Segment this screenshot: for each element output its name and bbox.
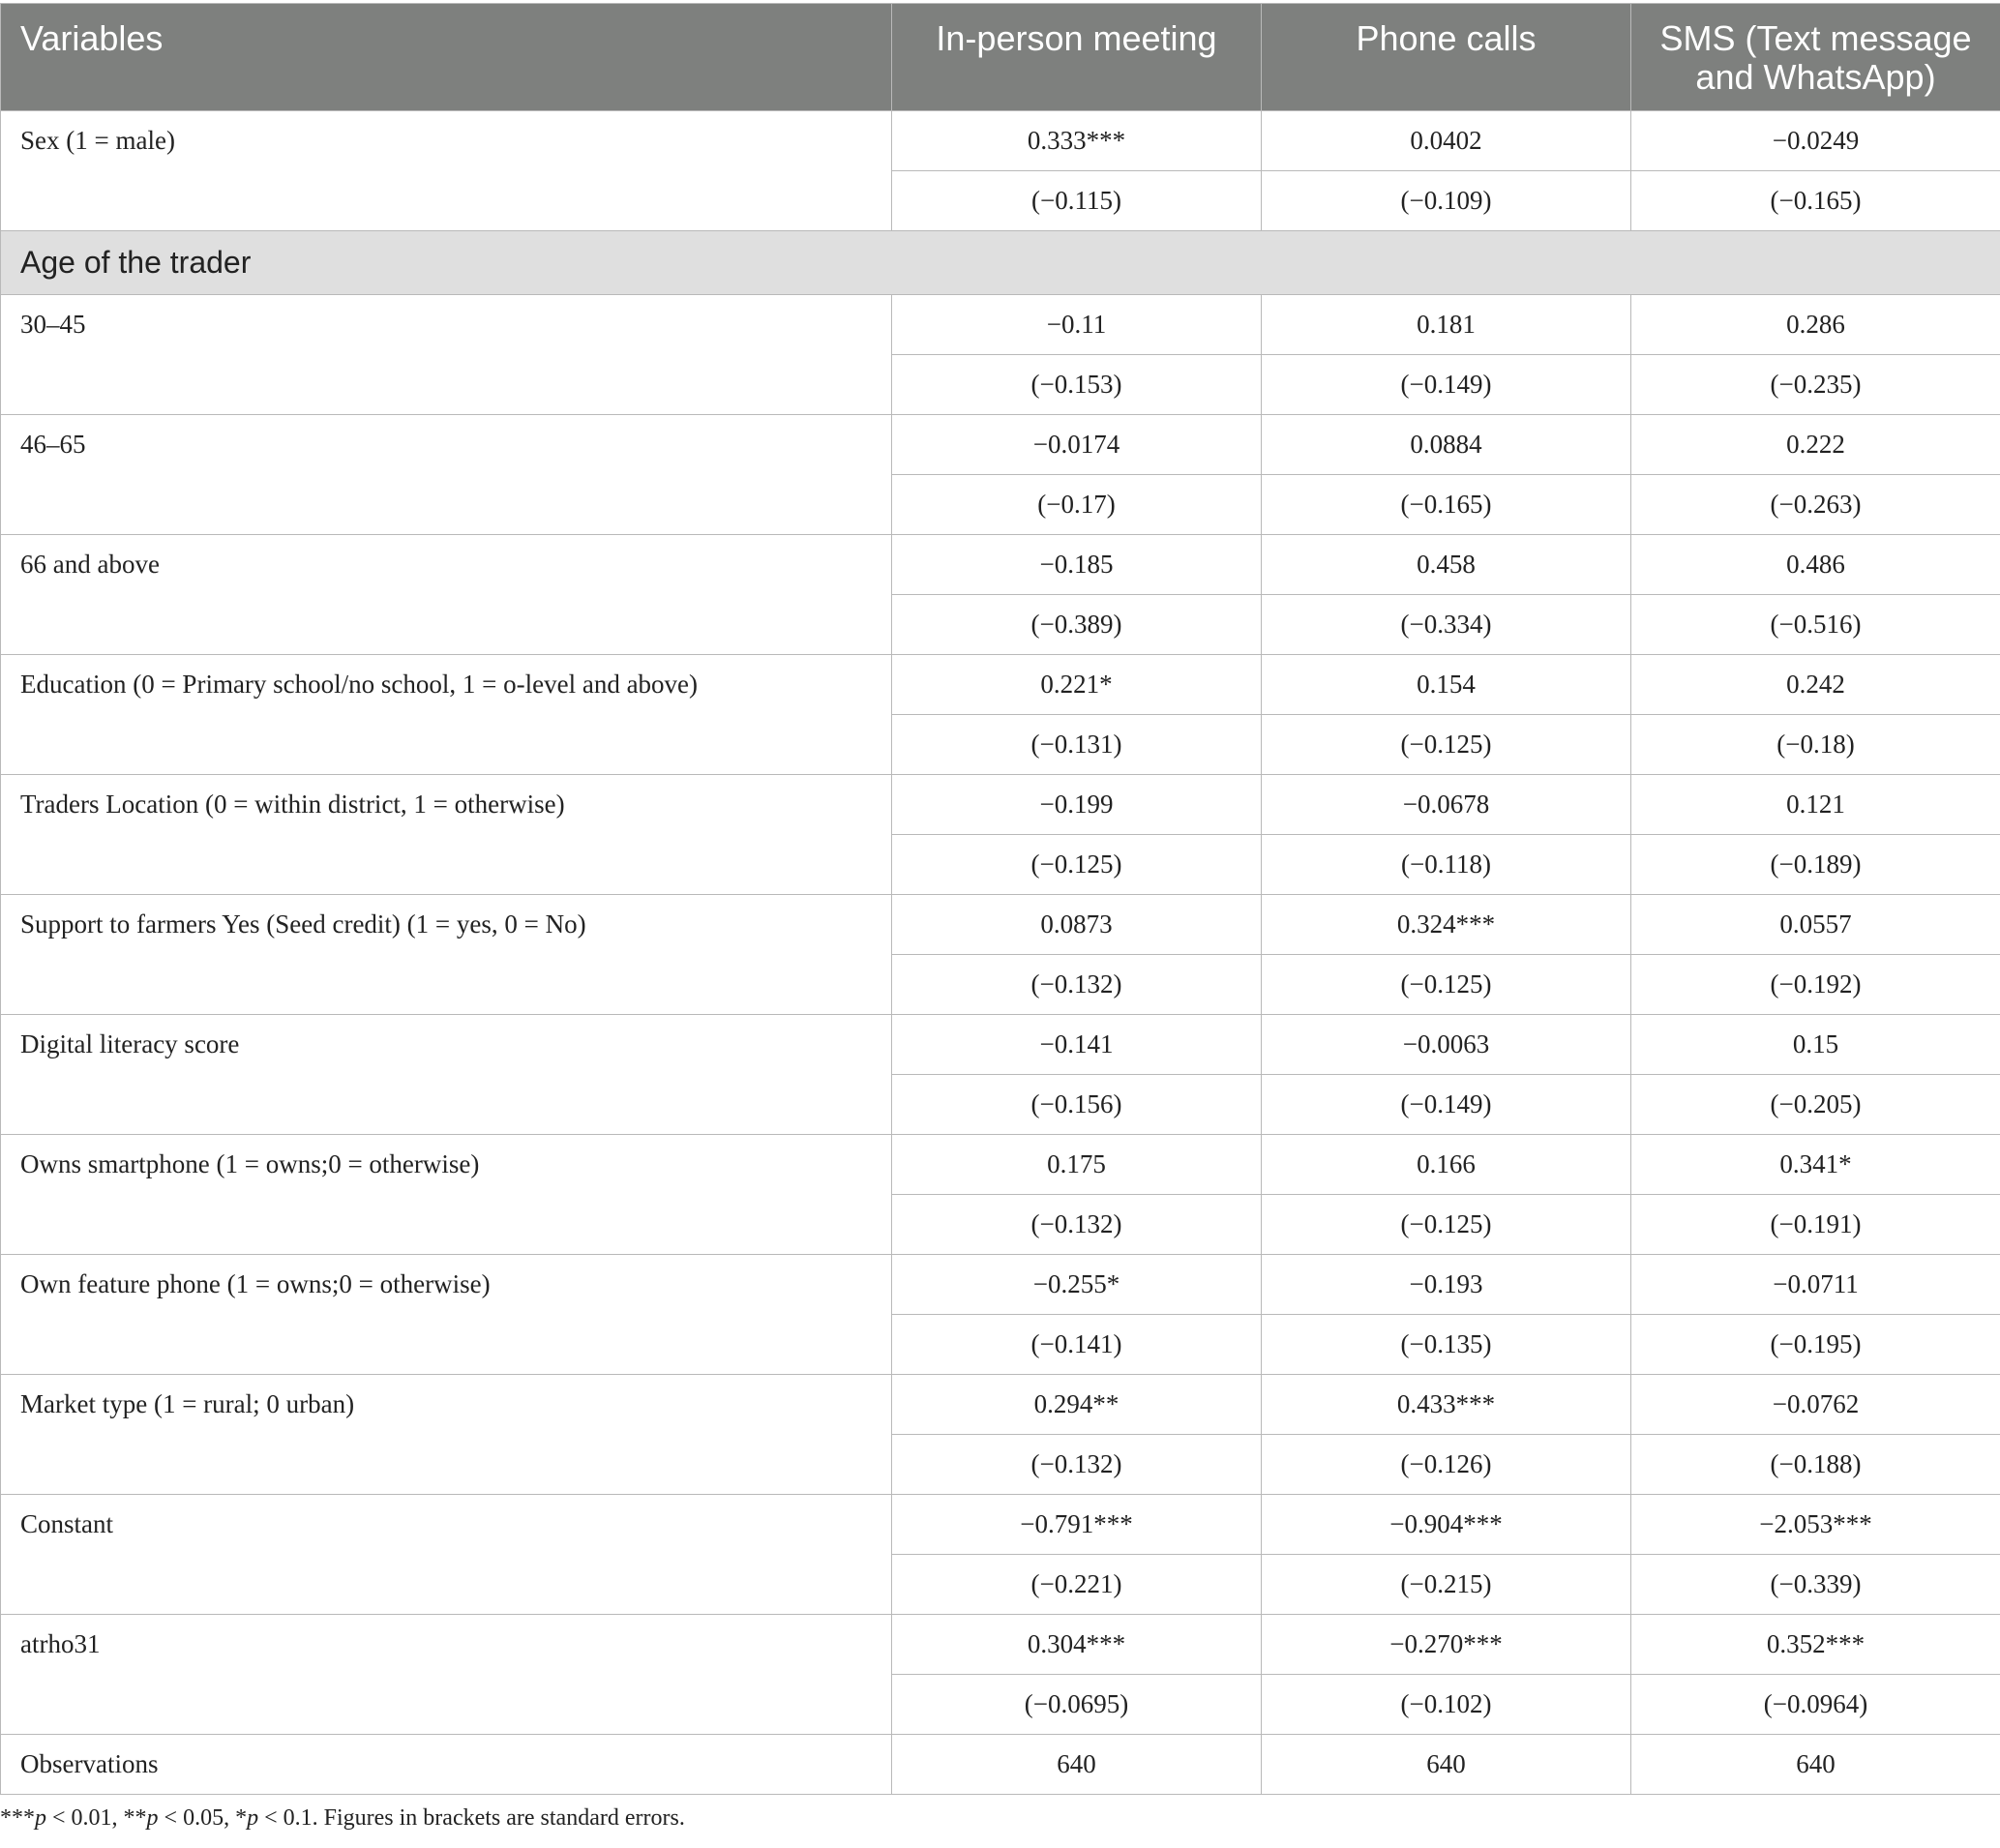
se-cell: (−0.126) bbox=[1262, 1435, 1631, 1495]
coef-cell: 0.166 bbox=[1262, 1135, 1631, 1195]
se-cell: (−0.132) bbox=[892, 1195, 1262, 1255]
se-cell: (−0.165) bbox=[1262, 475, 1631, 535]
table-row bbox=[1, 895, 2000, 955]
coef-cell: −0.199 bbox=[892, 775, 1262, 835]
coef-cell: 0.221* bbox=[892, 655, 1262, 715]
se-cell: (−0.135) bbox=[1262, 1315, 1631, 1375]
row-label: 46–65 bbox=[1, 415, 892, 535]
se-cell: (−0.334) bbox=[1262, 595, 1631, 655]
coef-cell: −0.185 bbox=[892, 535, 1262, 595]
obs-cell: 640 bbox=[1262, 1735, 1631, 1795]
obs-cell: 640 bbox=[892, 1735, 1262, 1795]
table-row bbox=[1, 1375, 2000, 1435]
table-row bbox=[1, 1135, 2000, 1195]
coef-cell: 0.304*** bbox=[892, 1615, 1262, 1675]
table-row bbox=[1, 295, 2000, 355]
se-cell: (−0.109) bbox=[1262, 171, 1631, 231]
row-label: Sex (1 = male) bbox=[1, 111, 892, 231]
coef-cell: 0.222 bbox=[1631, 415, 2000, 475]
coef-cell: −0.0249 bbox=[1631, 111, 2000, 171]
se-cell: (−0.0964) bbox=[1631, 1675, 2000, 1735]
table-row bbox=[1, 111, 2000, 171]
coef-cell: −0.11 bbox=[892, 295, 1262, 355]
coef-cell: 0.324*** bbox=[1262, 895, 1631, 955]
se-cell: (−0.189) bbox=[1631, 835, 2000, 895]
row-label: Education (0 = Primary school/no school, 1 = o-level and above) bbox=[1, 655, 892, 775]
coef-cell: 0.154 bbox=[1262, 655, 1631, 715]
se-cell: (−0.118) bbox=[1262, 835, 1631, 895]
se-cell: (−0.0695) bbox=[892, 1675, 1262, 1735]
table-footnote bbox=[0, 1805, 685, 1832]
header-variables: Variables bbox=[1, 4, 892, 111]
table-row bbox=[1, 415, 2000, 475]
se-cell: (−0.17) bbox=[892, 475, 1262, 535]
se-cell: (−0.125) bbox=[1262, 955, 1631, 1015]
coef-cell: 0.0873 bbox=[892, 895, 1262, 955]
coef-cell: 0.352*** bbox=[1631, 1615, 2000, 1675]
coef-cell: −2.053*** bbox=[1631, 1495, 2000, 1555]
table-row bbox=[1, 1255, 2000, 1315]
se-cell: (−0.339) bbox=[1631, 1555, 2000, 1615]
se-cell: (−0.221) bbox=[892, 1555, 1262, 1615]
header-sms: SMS (Text message and WhatsApp) bbox=[1631, 4, 2000, 111]
table-row bbox=[1, 1735, 2000, 1795]
coef-cell: 0.433*** bbox=[1262, 1375, 1631, 1435]
se-cell: (−0.195) bbox=[1631, 1315, 2000, 1375]
coef-cell: −0.255* bbox=[892, 1255, 1262, 1315]
coef-cell: −0.141 bbox=[892, 1015, 1262, 1075]
se-cell: (−0.516) bbox=[1631, 595, 2000, 655]
se-cell: (−0.156) bbox=[892, 1075, 1262, 1135]
coef-cell: −0.0174 bbox=[892, 415, 1262, 475]
se-cell: (−0.191) bbox=[1631, 1195, 2000, 1255]
table-row bbox=[1, 1495, 2000, 1555]
se-cell: (−0.192) bbox=[1631, 955, 2000, 1015]
coef-cell: −0.193 bbox=[1262, 1255, 1631, 1315]
regression-table bbox=[0, 3, 2000, 1795]
se-cell: (−0.215) bbox=[1262, 1555, 1631, 1615]
row-label: Market type (1 = rural; 0 urban) bbox=[1, 1375, 892, 1495]
table-row bbox=[1, 775, 2000, 835]
se-cell: (−0.132) bbox=[892, 1435, 1262, 1495]
se-cell: (−0.149) bbox=[1262, 355, 1631, 415]
header-row bbox=[1, 4, 2000, 111]
se-cell: (−0.389) bbox=[892, 595, 1262, 655]
footnote-text: < 0.05, * bbox=[158, 1805, 248, 1831]
section-title: Age of the trader bbox=[1, 231, 2000, 295]
obs-cell: 640 bbox=[1631, 1735, 2000, 1795]
coef-cell: −0.791*** bbox=[892, 1495, 1262, 1555]
se-cell: (−0.188) bbox=[1631, 1435, 2000, 1495]
row-label: Traders Location (0 = within district, 1 = otherwise) bbox=[1, 775, 892, 895]
row-label: 30–45 bbox=[1, 295, 892, 415]
se-cell: (−0.263) bbox=[1631, 475, 2000, 535]
coef-cell: 0.286 bbox=[1631, 295, 2000, 355]
se-cell: (−0.125) bbox=[1262, 1195, 1631, 1255]
row-label: Own feature phone (1 = owns;0 = otherwise) bbox=[1, 1255, 892, 1375]
row-label: Support to farmers Yes (Seed credit) (1 = yes, 0 = No) bbox=[1, 895, 892, 1015]
coef-cell: −0.0063 bbox=[1262, 1015, 1631, 1075]
coef-cell: −0.0762 bbox=[1631, 1375, 2000, 1435]
coef-cell: 0.121 bbox=[1631, 775, 2000, 835]
coef-cell: 0.0884 bbox=[1262, 415, 1631, 475]
coef-cell: 0.486 bbox=[1631, 535, 2000, 595]
se-cell: (−0.125) bbox=[1262, 715, 1631, 775]
footnote-stars: *** bbox=[0, 1805, 35, 1831]
coef-cell: 0.458 bbox=[1262, 535, 1631, 595]
coef-cell: 0.341* bbox=[1631, 1135, 2000, 1195]
table-row bbox=[1, 655, 2000, 715]
table-row bbox=[1, 1015, 2000, 1075]
se-cell: (−0.131) bbox=[892, 715, 1262, 775]
se-cell: (−0.102) bbox=[1262, 1675, 1631, 1735]
se-cell: (−0.235) bbox=[1631, 355, 2000, 415]
footnote-p: p bbox=[35, 1805, 46, 1831]
row-label: Constant bbox=[1, 1495, 892, 1615]
coef-cell: 0.15 bbox=[1631, 1015, 2000, 1075]
se-cell: (−0.149) bbox=[1262, 1075, 1631, 1135]
row-label: Observations bbox=[1, 1735, 892, 1795]
coef-cell: 0.333*** bbox=[892, 111, 1262, 171]
row-label: atrho31 bbox=[1, 1615, 892, 1735]
coef-cell: −0.0711 bbox=[1631, 1255, 2000, 1315]
footnote-text: < 0.01, ** bbox=[46, 1805, 147, 1831]
header-phone-calls: Phone calls bbox=[1262, 4, 1631, 111]
coef-cell: −0.0678 bbox=[1262, 775, 1631, 835]
row-label: Owns smartphone (1 = owns;0 = otherwise) bbox=[1, 1135, 892, 1255]
se-cell: (−0.153) bbox=[892, 355, 1262, 415]
table-row bbox=[1, 535, 2000, 595]
section-row bbox=[1, 231, 2000, 295]
footnote-p: p bbox=[247, 1805, 259, 1831]
row-label: Digital literacy score bbox=[1, 1015, 892, 1135]
coef-cell: 0.0557 bbox=[1631, 895, 2000, 955]
coef-cell: 0.294** bbox=[892, 1375, 1262, 1435]
coef-cell: −0.904*** bbox=[1262, 1495, 1631, 1555]
se-cell: (−0.141) bbox=[892, 1315, 1262, 1375]
table-row bbox=[1, 1615, 2000, 1675]
se-cell: (−0.205) bbox=[1631, 1075, 2000, 1135]
coef-cell: −0.270*** bbox=[1262, 1615, 1631, 1675]
se-cell: (−0.132) bbox=[892, 955, 1262, 1015]
coef-cell: 0.175 bbox=[892, 1135, 1262, 1195]
se-cell: (−0.115) bbox=[892, 171, 1262, 231]
coef-cell: 0.181 bbox=[1262, 295, 1631, 355]
footnote-text: < 0.1. Figures in brackets are standard errors. bbox=[258, 1805, 685, 1831]
header-in-person-meeting: In-person meeting bbox=[892, 4, 1262, 111]
coef-cell: 0.0402 bbox=[1262, 111, 1631, 171]
se-cell: (−0.18) bbox=[1631, 715, 2000, 775]
se-cell: (−0.165) bbox=[1631, 171, 2000, 231]
coef-cell: 0.242 bbox=[1631, 655, 2000, 715]
row-label: 66 and above bbox=[1, 535, 892, 655]
footnote-p: p bbox=[146, 1805, 159, 1831]
se-cell: (−0.125) bbox=[892, 835, 1262, 895]
